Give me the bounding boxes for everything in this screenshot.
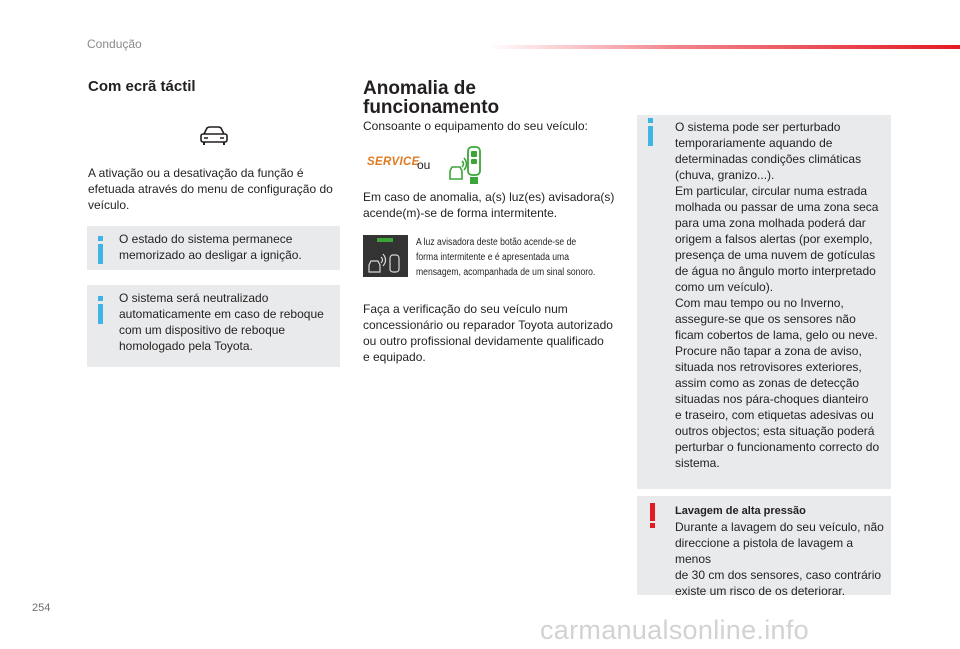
warning-icon [650,503,655,521]
info-box-memory [87,226,340,270]
caption-line: mensagem, acompanhada de um sinal sonoro. [416,267,596,278]
weather-info-text: O sistema pode ser perturbado temporariamente aquando de determinadas condições climáticas (chuva, granizo...). Em particular, circular numa estrada molhada ou passar de uma zona seca para uma zona molhada poderá dar origem a falsos alertas (por exemplo, presença de uma nuvem de gotículas de água no ângulo morto interpretado como um veículo). Com mau tempo ou no Inverno, assegure-se que os sensores não ficam cobertos de lama, gelo ou neve. Procure não tapar a zona de aviso, situada nos retrovisores exteriores, assim como as zonas de detecção situadas nos pára-choques dianteiro e traseiro, com etiquetas adesivas ou outros objectos; esta situação poderá perturbar o funcionamento correcto do sistema. [675,120,880,470]
equipment-intro: Consoante o equipamento do seu veículo: [363,119,588,133]
section-title-touchscreen: Com ecrã táctil [88,78,196,95]
title-line: funcionamento [363,97,500,118]
page-number: 254 [32,602,51,614]
info-box-towing [87,285,340,367]
info-icon-dot [98,236,103,241]
info-text-line: memorizado ao desligar a ignição. [119,248,302,262]
caption-line: forma intermitente e é apresentada uma [416,252,569,263]
activation-paragraph: A ativação ou a desativação da função é efetuada através do menu de configuração do veículo. [88,166,333,212]
info-text-line: automaticamente em caso de reboque [119,307,324,321]
section-title-malfunction [363,79,563,117]
info-text-line: homologado pela Toyota. [119,339,253,353]
title-line: Anomalia de [363,78,476,99]
warning-icon-dot [650,523,655,528]
car-outline-icon [199,125,229,147]
blind-spot-lamp-icon [442,145,484,187]
watermark: carmanualsonline.info [540,615,809,645]
warning-title: Lavagem de alta pressão [675,505,806,517]
info-text-line: com um dispositivo de reboque [119,323,286,337]
section-header: Condução [87,37,142,51]
button-caption [416,235,596,280]
info-icon-dot [98,296,103,301]
anomaly-paragraph: Em caso de anomalia, a(s) luz(es) avisadora(s) acende(m)-se de forma intermitente. [363,190,615,220]
warning-box-pressure-wash [637,496,891,598]
info-text-line: O estado do sistema permanece [119,232,293,246]
or-text: ou [417,158,431,172]
info-icon [648,126,653,146]
info-icon-dot [648,118,653,123]
check-vehicle-paragraph: Faça a verificação do seu veículo num concessionário ou reparador Toyota autorizado ou outro profissional devidamente qualificado e equipado. [363,302,613,364]
blind-spot-button-icon [363,235,408,277]
caption-line: A luz avisadora deste botão acende-se de [416,237,577,248]
warning-text: Lavagem de alta pressão Durante a lavagem do seu veículo, não direccione a pistola de lavagem a menos de 30 cm dos sensores, caso contrário existe um risco de os deteriorar. [675,503,891,599]
service-warning-icon: SERVICE [367,156,420,168]
info-text-line: O sistema será neutralizado [119,291,269,305]
info-icon [98,304,103,324]
header-accent-line [488,45,960,49]
info-box-weather [637,115,891,489]
info-icon [98,244,103,264]
